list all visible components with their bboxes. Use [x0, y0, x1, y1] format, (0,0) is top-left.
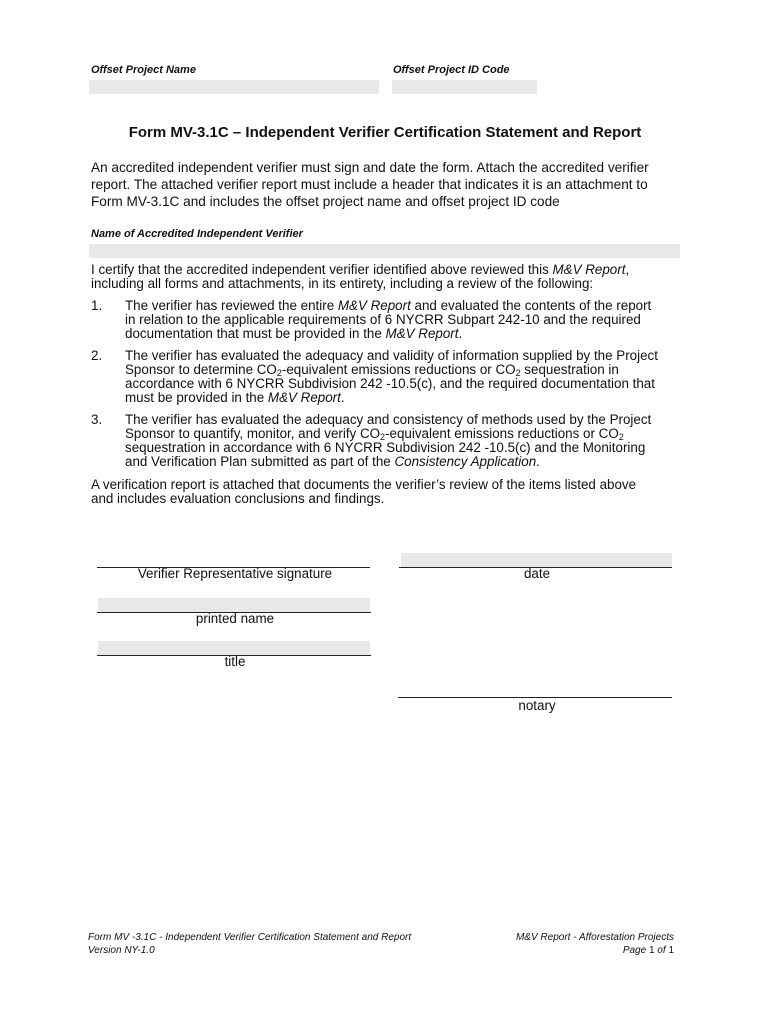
title-label: title — [224, 654, 246, 669]
item-1-number: 1. — [91, 298, 103, 313]
project-id-field[interactable] — [392, 80, 537, 94]
intro-line-2: report. The attached verifier report must include a header that indicates it is an attachment to — [91, 177, 648, 192]
date-label: date — [523, 566, 551, 581]
intro-line-3: Form MV-3.1C and includes the offset project name and offset project ID code — [91, 194, 560, 209]
page-number: 1 — [648, 945, 655, 956]
printed-name-label: printed name — [195, 611, 275, 626]
item-2-number: 2. — [91, 348, 103, 363]
notary-label: notary — [518, 698, 556, 713]
printed-name-field[interactable] — [98, 598, 370, 612]
project-name-label: Offset Project Name — [91, 64, 196, 76]
item-3-number: 3. — [91, 412, 103, 427]
page-total: 1 — [668, 945, 674, 956]
item-1-text: The verifier has reviewed the entire M&V Report and evaluated the contents of the report in relation to the applicable requirements of 6 NYCRR Subpart 242-10 and the required documentation that must be provided in the M&V Report. — [125, 298, 652, 341]
project-name-field[interactable] — [89, 80, 379, 94]
item-3-text: The verifier has evaluated the adequacy and consistency of methods used by the Project Sponsor to quantify, monitor, and verify $CO_2$-equivalent emissions reductions or $CO_2$ sequestration in accordance with 6 NYCRR Subdivision 242 -10.5(c) and the Monitoring and Verification Plan submitted as part of the Consistency Application. — [125, 412, 652, 469]
verifier-name-field[interactable] — [89, 244, 680, 258]
title-field[interactable] — [98, 641, 370, 655]
item-2-text: The verifier has evaluated the adequacy and validity of information supplied by the Project Sponsor to determine $CO_2$-equivalent emissions reductions or $CO_2$ sequestration in accordance with 6 NYCRR Subdivision 242 -10.5(c), and the required documentation that must be provided in the M&V Report. — [125, 348, 658, 405]
project-id-label: Offset Project ID Code — [393, 64, 510, 76]
form-title: Form MV-3.1C – Independent Verifier Certification Statement and Report — [128, 124, 642, 141]
signature-label: Verifier Representative signature — [137, 566, 333, 581]
date-field[interactable] — [401, 553, 672, 567]
intro-line-1: An accredited independent verifier must sign and date the form. Attach the accredited verifier — [91, 160, 649, 175]
footer-right: M&V Report - Afforestation Projects Page 1 of 1 — [515, 932, 674, 956]
closing-paragraph: A verification report is attached that documents the verifier’s review of the items listed above and includes evaluation conclusions and findings. — [91, 477, 637, 506]
certify-paragraph: I certify that the accredited independent verifier identified above reviewed this M&V Report, including all forms and attachments, in its entirety, including a review of the following: — [91, 262, 630, 291]
footer-left: Form MV -3.1C - Independent Verifier Certification Statement and Report Version NY-1.0 — [88, 932, 412, 956]
verifier-name-label: Name of Accredited Independent Verifier — [91, 228, 303, 240]
intro-paragraph — [91, 159, 681, 210]
